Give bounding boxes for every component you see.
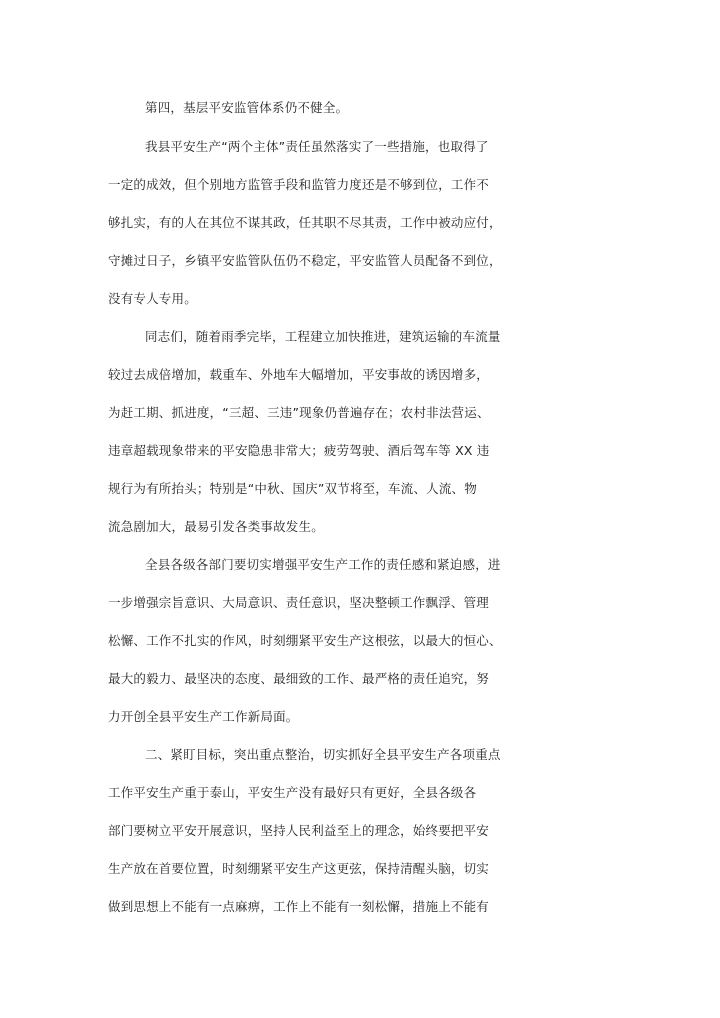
text-line: 生产放在首要位置，时刻绷紧平安生产这更弦，保持清醒头脑，切实	[108, 861, 490, 876]
text-line: 够扎实，有的人在其位不谋其政，任其职不尽其责，工作中被动应付，	[108, 215, 502, 230]
text-line: 力开创全县平安生产工作新局面。	[108, 709, 299, 724]
text-line: 松懈、工作不扎实的作风，时刻绷紧平安生产这根弦，以最大的恒心、	[108, 633, 502, 648]
text-line: 二、紧盯目标，突出重点整治，切实抓好全县平安生产各项重点	[145, 747, 501, 762]
text-line: 违章超载现象带来的平安隐患非常大；疲劳驾驶、酒后驾车等 XX 违	[108, 443, 490, 458]
text-line: 全县各级各部门要切实增强平安生产工作的责任感和紧迫感，进	[145, 557, 501, 572]
text-line: 守摊过日子，乡镇平安监管队伍仍不稳定，平安监管人员配备不到位，	[108, 253, 502, 268]
text-line: 最大的毅力、最坚决的态度、最细致的工作、最严格的责任追究，努	[108, 671, 490, 686]
text-line: 一步增强宗旨意识、大局意识、责任意识，坚决整顿工作飘浮、管理	[108, 595, 490, 610]
text-line: 流急剧加大，最易引发各类事故发生。	[108, 519, 324, 534]
text-line: 我县平安生产“两个主体”责任虽然落实了一些措施，也取得了	[145, 139, 489, 154]
text-line: 同志们，随着雨季完毕，工程建立加快推进，建筑运输的车流量	[145, 329, 501, 344]
text-line: 没有专人专用。	[108, 291, 197, 306]
text-line: 规行为有所抬头；特别是“中秋、国庆”双节将至，车流、人流、物	[108, 481, 477, 496]
text-line: 部门要树立平安开展意识，坚持人民利益至上的理念，始终要把平安	[108, 823, 490, 838]
text-line: 较过去成倍增加，载重车、外地车大幅增加，平安事故的诱因增多，	[108, 367, 490, 382]
text-line: 为赶工期、抓进度，“三超、三违”现象仍普遍存在；农村非法营运、	[108, 405, 490, 420]
text-line: 工作平安生产重于泰山，平安生产没有最好只有更好，全县各级各	[108, 785, 477, 800]
text-line: 一定的成效，但个别地方监管手段和监管力度还是不够到位，工作不	[108, 177, 490, 192]
text-line: 做到思想上不能有一点麻痹，工作上不能有一刻松懈，措施上不能有	[108, 899, 490, 914]
text-line: 第四，基层平安监管体系仍不健全。	[145, 100, 349, 115]
